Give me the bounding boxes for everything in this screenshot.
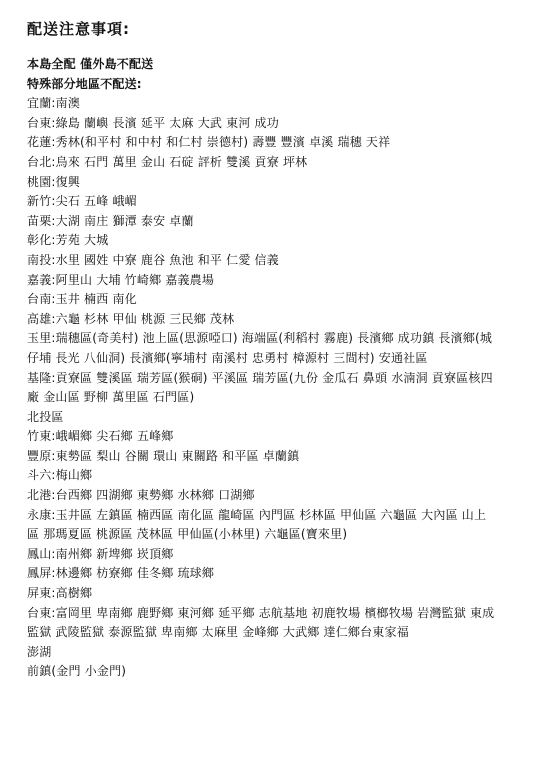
area-line-hualien: 花蓮:秀林(和平村 和中村 和仁村 崇德村) 壽豐 豐濱 卓溪 瑞穗 天祥 — [27, 135, 391, 150]
area-line-beitou: 北投區 — [27, 409, 64, 424]
area-line-yuli: 玉里:瑞穗區(奇美村) 池上區(思源啞口) 海端區(利稻村 霧鹿) 長濱鄉 成功鎮 長濱鄉(城仔埔 長光 八仙洞) 長濱鄉(寧埔村 南溪村 忠勇村 樟源村 三間村) 安通社區 — [27, 331, 493, 365]
area-line-taoyuan: 桃園:復興 — [27, 174, 81, 189]
area-line-taipei: 台北:烏來 石門 萬里 金山 石碇 評析 雙溪 貢寮 坪林 — [27, 154, 308, 169]
area-line-changhua: 彰化:芳苑 大城 — [27, 233, 109, 248]
area-line-miaoli: 苗栗:大湖 南庄 獅潭 泰安 卓蘭 — [27, 213, 194, 228]
area-line-zhudong: 竹東:峨嵋鄉 尖石鄉 五峰鄉 — [27, 429, 174, 444]
area-line-chiayi: 嘉義:阿里山 大埔 竹崎鄉 嘉義農場 — [27, 272, 215, 287]
area-line-beigang: 北港:台西鄉 四湖鄉 東勢鄉 水林鄉 口湖鄉 — [27, 488, 255, 503]
excluded-areas-heading: 特殊部分地區不配送: — [27, 76, 142, 91]
area-line-yongkang: 永康:玉井區 左鎮區 楠西區 南化區 龍崎區 內門區 杉林區 甲仙區 六龜區 大內區 山上區 那瑪夏區 桃源區 茂林區 甲仙區(小林里) 六龜區(寶來里) — [27, 507, 487, 542]
area-line-taitung: 台東:綠島 蘭嶼 長濱 延平 太麻 大武 東河 成功 — [27, 115, 279, 130]
area-line-douliu: 斗六:梅山鄉 — [27, 468, 93, 483]
area-line-taitung-2: 台東:富岡里 卑南鄉 鹿野鄉 東河鄉 延平鄉 志航基地 初鹿牧場 檳榔牧場 岩灣監獄 東成監獄 武陵監獄 泰源監獄 卑南鄉 太麻里 金峰鄉 大武鄉 達仁鄉台東家福 — [27, 605, 495, 640]
page-title: 配送注意事項: — [27, 20, 130, 38]
area-line-kaohsiung: 高雄:六龜 杉林 甲仙 桃源 三民鄉 茂林 — [27, 311, 235, 326]
area-line-fengyuan: 豐原:東勢區 梨山 谷關 環山 東關路 和平區 卓蘭鎮 — [27, 448, 300, 463]
area-line-hsinchu: 新竹:尖石 五峰 峨嵋 — [27, 194, 137, 209]
area-line-nantou: 南投:水里 國姓 中寮 鹿谷 魚池 和平 仁愛 信義 — [27, 252, 279, 267]
area-line-fengshan: 鳳山:南州鄉 新埤鄉 崁頂鄉 — [27, 546, 174, 561]
area-line-qianzhen: 前鎮(金門 小金門) — [27, 664, 127, 679]
area-line-keelung: 基隆:貢寮區 雙溪區 瑞芳區(猴硐) 平溪區 瑞芳區(九份 金瓜石 鼻頭 水湳洞 貢寮區核四廠 金山區 野柳 萬里區 石門區) — [27, 370, 493, 405]
area-line-fengping: 鳳屏:林邊鄉 枋寮鄉 佳冬鄉 琉球鄉 — [27, 566, 215, 581]
delivery-scope-note: 本島全配 僅外島不配送 — [27, 57, 154, 71]
area-line-tainan: 台南:玉井 楠西 南化 — [27, 292, 137, 307]
area-line-yilan: 宜蘭:南澳 — [27, 96, 81, 111]
area-line-pingtung: 屏東:高樹鄉 — [27, 586, 93, 601]
area-line-penghu: 澎湖 — [27, 644, 52, 659]
